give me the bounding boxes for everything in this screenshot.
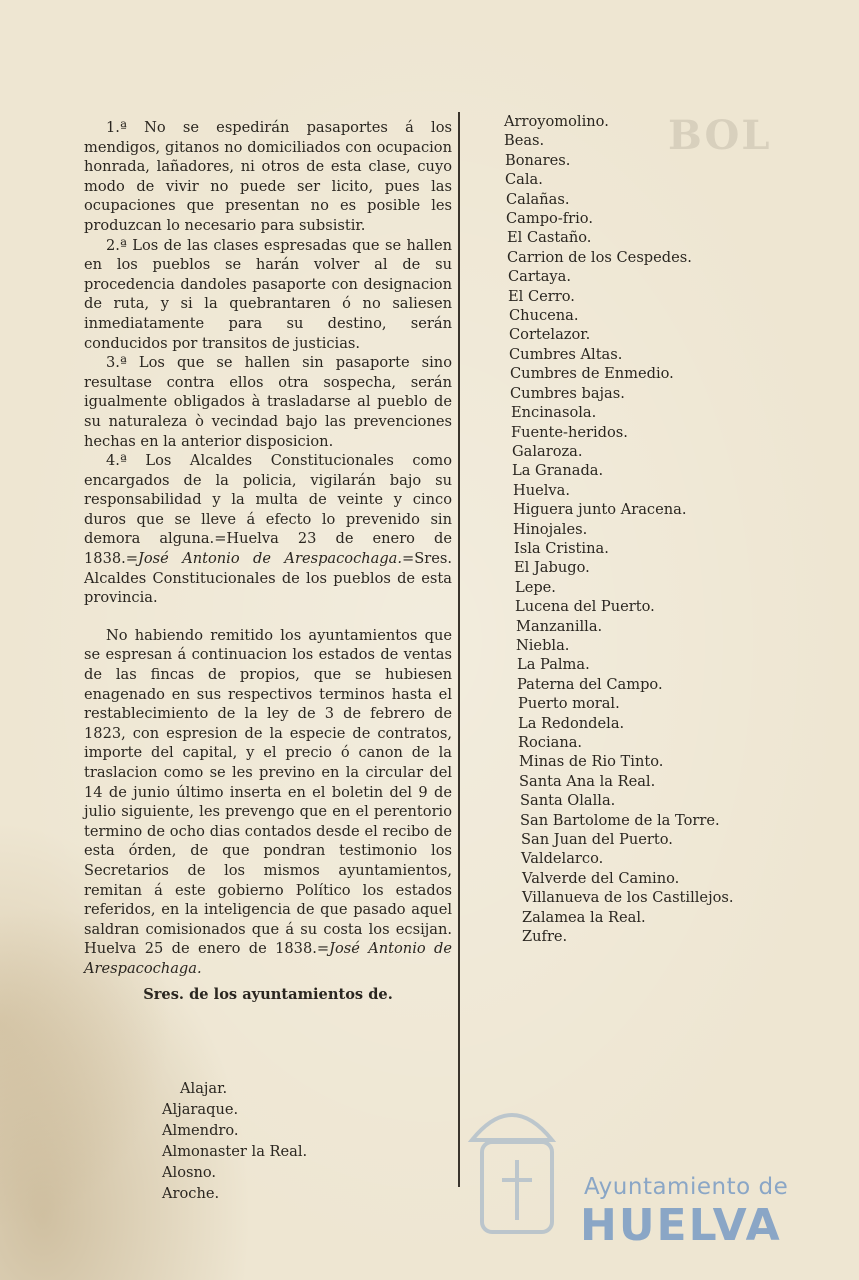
list-item: Zalamea la Real. xyxy=(522,908,646,926)
list-item: Galaroza. xyxy=(512,442,583,460)
list-item: Cortelazor. xyxy=(509,326,591,344)
list-item: Niebla. xyxy=(516,636,570,654)
section-gap xyxy=(84,608,452,626)
list-item: Isla Cristina. xyxy=(514,539,609,557)
paragraph-5-text: No habiendo remitido los ayuntamientos que se espresan á continuacion los estados de ventas de las fincas de propios, que se hubiesen enagenado en sus respectivos terminos hasta el restablecimiento de la ley de 3 de febrero de 1823, con espresion de la especie de contratos, importe del capital, y el precio ó canon de la traslacion como se les previno en la circular del 14 de junio último inserta en el boletin del 9 de julio siguiente, les prevengo que en el perentorio termino de ocho dias contados desde el recibo de esta órden, de que pondran testimonio los Secretarios de los mismos ayuntamientos, remitan á este gobierno Político los estados referidos, en la inteligencia de que pasado aquel saldran comisionados que á su costa los ecsijan. Huelva 25 de enero de 1838.= xyxy=(84,626,452,958)
list-item: La Granada. xyxy=(512,462,604,480)
list-item: Carrion de los Cespedes. xyxy=(507,248,692,266)
paragraph-4-text: 4.ª Los Alcaldes Constitucionales como encargados de la policia, vigilarán bajo su responsabilidad y la multa de veinte y cinco duros que se lleve á efecto lo prevenido sin demora alguna.=Huelva 23 de enero de 1838.= xyxy=(84,452,452,568)
list-item: El Cerro. xyxy=(508,287,575,305)
list-item: Alosno. xyxy=(162,1164,217,1181)
list-item: Almendro. xyxy=(162,1122,239,1139)
list-item: La Palma. xyxy=(517,656,590,674)
town-list xyxy=(504,112,734,946)
list-item: San Bartolome de la Torre. xyxy=(520,811,720,829)
list-item: San Juan del Puerto. xyxy=(521,831,673,849)
list-item: Zufre. xyxy=(522,928,568,946)
bleed-through-text: BOL xyxy=(668,112,772,159)
list-item: Manzanilla. xyxy=(516,617,603,635)
list-item: Bonares. xyxy=(505,151,571,169)
list-item: Cala. xyxy=(505,171,543,189)
paragraph-1: 1.ª No se espedirán pasaportes á los mendigos, gitanos no domiciliados con ocupacion honrada, lañadores, ni otros de esta clase, cuyo modo de vivir no puede ser licito, pues las ocupaciones que presentan no es posible les produzcan lo necesario para subsistir. xyxy=(84,119,452,234)
list-item: Chucena. xyxy=(509,307,579,325)
paragraph-4-tail: =Sres. Alcaldes Constitucionales de los pueblos de esta provincia. xyxy=(84,550,452,607)
list-item: Higuera junto Aracena. xyxy=(513,501,687,519)
list-item: Encinasola. xyxy=(511,404,597,422)
list-item: Huelva. xyxy=(513,481,571,499)
list-item: Cartaya. xyxy=(508,268,571,286)
list-item: Hinojales. xyxy=(513,520,588,538)
ayuntamientos-heading: Sres. de los ayuntamientos de. xyxy=(143,985,393,1003)
list-item: Arroyomolino. xyxy=(504,113,609,130)
watermark-text-line2: HUELVA xyxy=(580,1200,782,1251)
list-item: Aroche. xyxy=(162,1185,220,1202)
paragraph-2: 2.ª Los de las clases espresadas que se hallen en los pueblos se harán volver al de su procedencia dandoles pasaporte con designacion de ruta, y si la quebrantaren ó no saliesen inmediatamente para su destino, serán conducidos por transitos de justicias. xyxy=(84,236,452,352)
list-item: Villanueva de los Castillejos. xyxy=(522,889,734,907)
list-item: El Castaño. xyxy=(507,229,592,247)
paragraph-4 xyxy=(84,451,452,608)
list-item: Cumbres bajas. xyxy=(510,384,625,402)
list-item: Minas de Rio Tinto. xyxy=(519,753,664,771)
list-item: Lucena del Puerto. xyxy=(515,598,655,616)
list-item: Santa Olalla. xyxy=(520,792,616,810)
list-item: Campo-frio. xyxy=(506,210,593,228)
list-item: Alajar. xyxy=(180,1080,228,1097)
list-item: Almonaster la Real. xyxy=(162,1143,308,1160)
town-list-left xyxy=(162,1078,307,1204)
paragraph-4-signature: José Antonio de Arespacochaga. xyxy=(138,550,403,568)
list-item: Cumbres de Enmedio. xyxy=(510,365,674,383)
list-item: Puerto moral. xyxy=(518,695,620,713)
list-item: Santa Ana la Real. xyxy=(519,772,656,790)
list-item: El Jabugo. xyxy=(514,559,590,577)
list-item: Lepe. xyxy=(515,578,556,596)
crown-shape xyxy=(472,1115,552,1140)
list-item: Aljaraque. xyxy=(162,1101,239,1118)
list-item: Rociana. xyxy=(518,734,583,751)
list-item: Valverde del Camino. xyxy=(522,869,680,887)
town-list-right xyxy=(504,112,734,946)
list-item: La Redondela. xyxy=(518,714,625,732)
paragraph-5 xyxy=(84,626,452,979)
list-item: Cumbres Altas. xyxy=(509,345,623,363)
list-item: Beas. xyxy=(504,132,545,150)
list-item: Fuente-heridos. xyxy=(511,423,628,441)
list-item: Paterna del Campo. xyxy=(517,675,663,693)
list-item: Valdelarco. xyxy=(521,850,604,868)
list-item: Calañas. xyxy=(506,190,570,208)
paragraph-3: 3.ª Los que se hallen sin pasaporte sino resultase contra ellos otra sospecha, serán igualmente obligados à trasladarse al pueblo de su naturaleza ò vecindad bajo las prevenciones hechas en la anterior disposicion. xyxy=(84,354,452,450)
watermark-text-line1: Ayuntamiento de xyxy=(584,1174,789,1200)
left-column xyxy=(84,118,452,1004)
paragraph-5-signature: José Antonio de Arespacochaga. xyxy=(84,940,452,977)
column-divider xyxy=(458,112,460,1187)
